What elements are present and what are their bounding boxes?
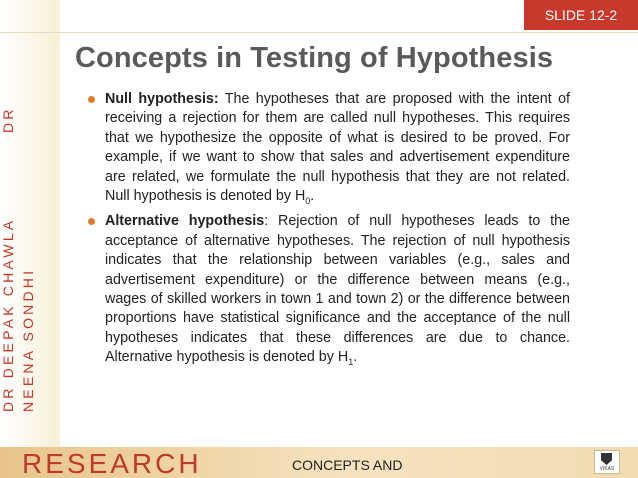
footer-subtitle: CONCEPTS AND	[292, 457, 403, 473]
slide-number-badge: SLIDE 12-2	[524, 0, 638, 30]
bullet-null-hypothesis	[88, 90, 570, 206]
bullet-text: : Rejection of null hypotheses leads to the acceptance of alternative hypotheses. The rejection of null hypothesis indicates that the relationship between variables (e.g., sales and advertisement expenditure) or the difference between means (e.g., wages of skilled workers in town 1 and town 2) or the difference between proportions have statistical significance and the acceptance of the null hypotheses indicates that these differences are due to chance. Alternative hypothesis is denoted by H	[105, 213, 570, 366]
author-secondary-vertical: NEENA SONDHI	[20, 267, 36, 412]
publisher-logo	[594, 450, 620, 474]
bullet-end: .	[310, 188, 315, 205]
bullet-end: .	[353, 349, 358, 366]
bullet-alternative-hypothesis	[88, 212, 570, 367]
footer-book-title: RESEARCH	[22, 448, 202, 478]
bullet-dot-icon	[88, 218, 95, 225]
subscript: 1	[348, 357, 354, 368]
publisher-logo-text: VIKAS	[599, 466, 615, 472]
bullet-term: Alternative hypothesis	[105, 213, 265, 230]
bullet-text: The hypotheses that are proposed with the intent of receiving a rejection for them are called null hypotheses. This requires that we hypothesize the opposite of what is desired to be proved. For example, if we want to show that sales and advertisement expenditure are related, we formulate the null hypothesis that they are not related. Null hypothesis is denoted by H	[105, 91, 570, 205]
slide-title: Concepts in Testing of Hypothesis	[75, 42, 554, 74]
top-divider	[0, 32, 638, 33]
subscript: 0	[305, 195, 311, 206]
author-primary-prefix-vertical: DR	[0, 106, 16, 133]
publisher-logo-icon	[601, 453, 612, 465]
bullet-dot-icon	[88, 96, 95, 103]
bullet-term: Null hypothesis:	[105, 91, 219, 107]
bullet-list	[88, 90, 570, 374]
author-primary-vertical: DR DEEPAK CHAWLA	[0, 217, 16, 412]
